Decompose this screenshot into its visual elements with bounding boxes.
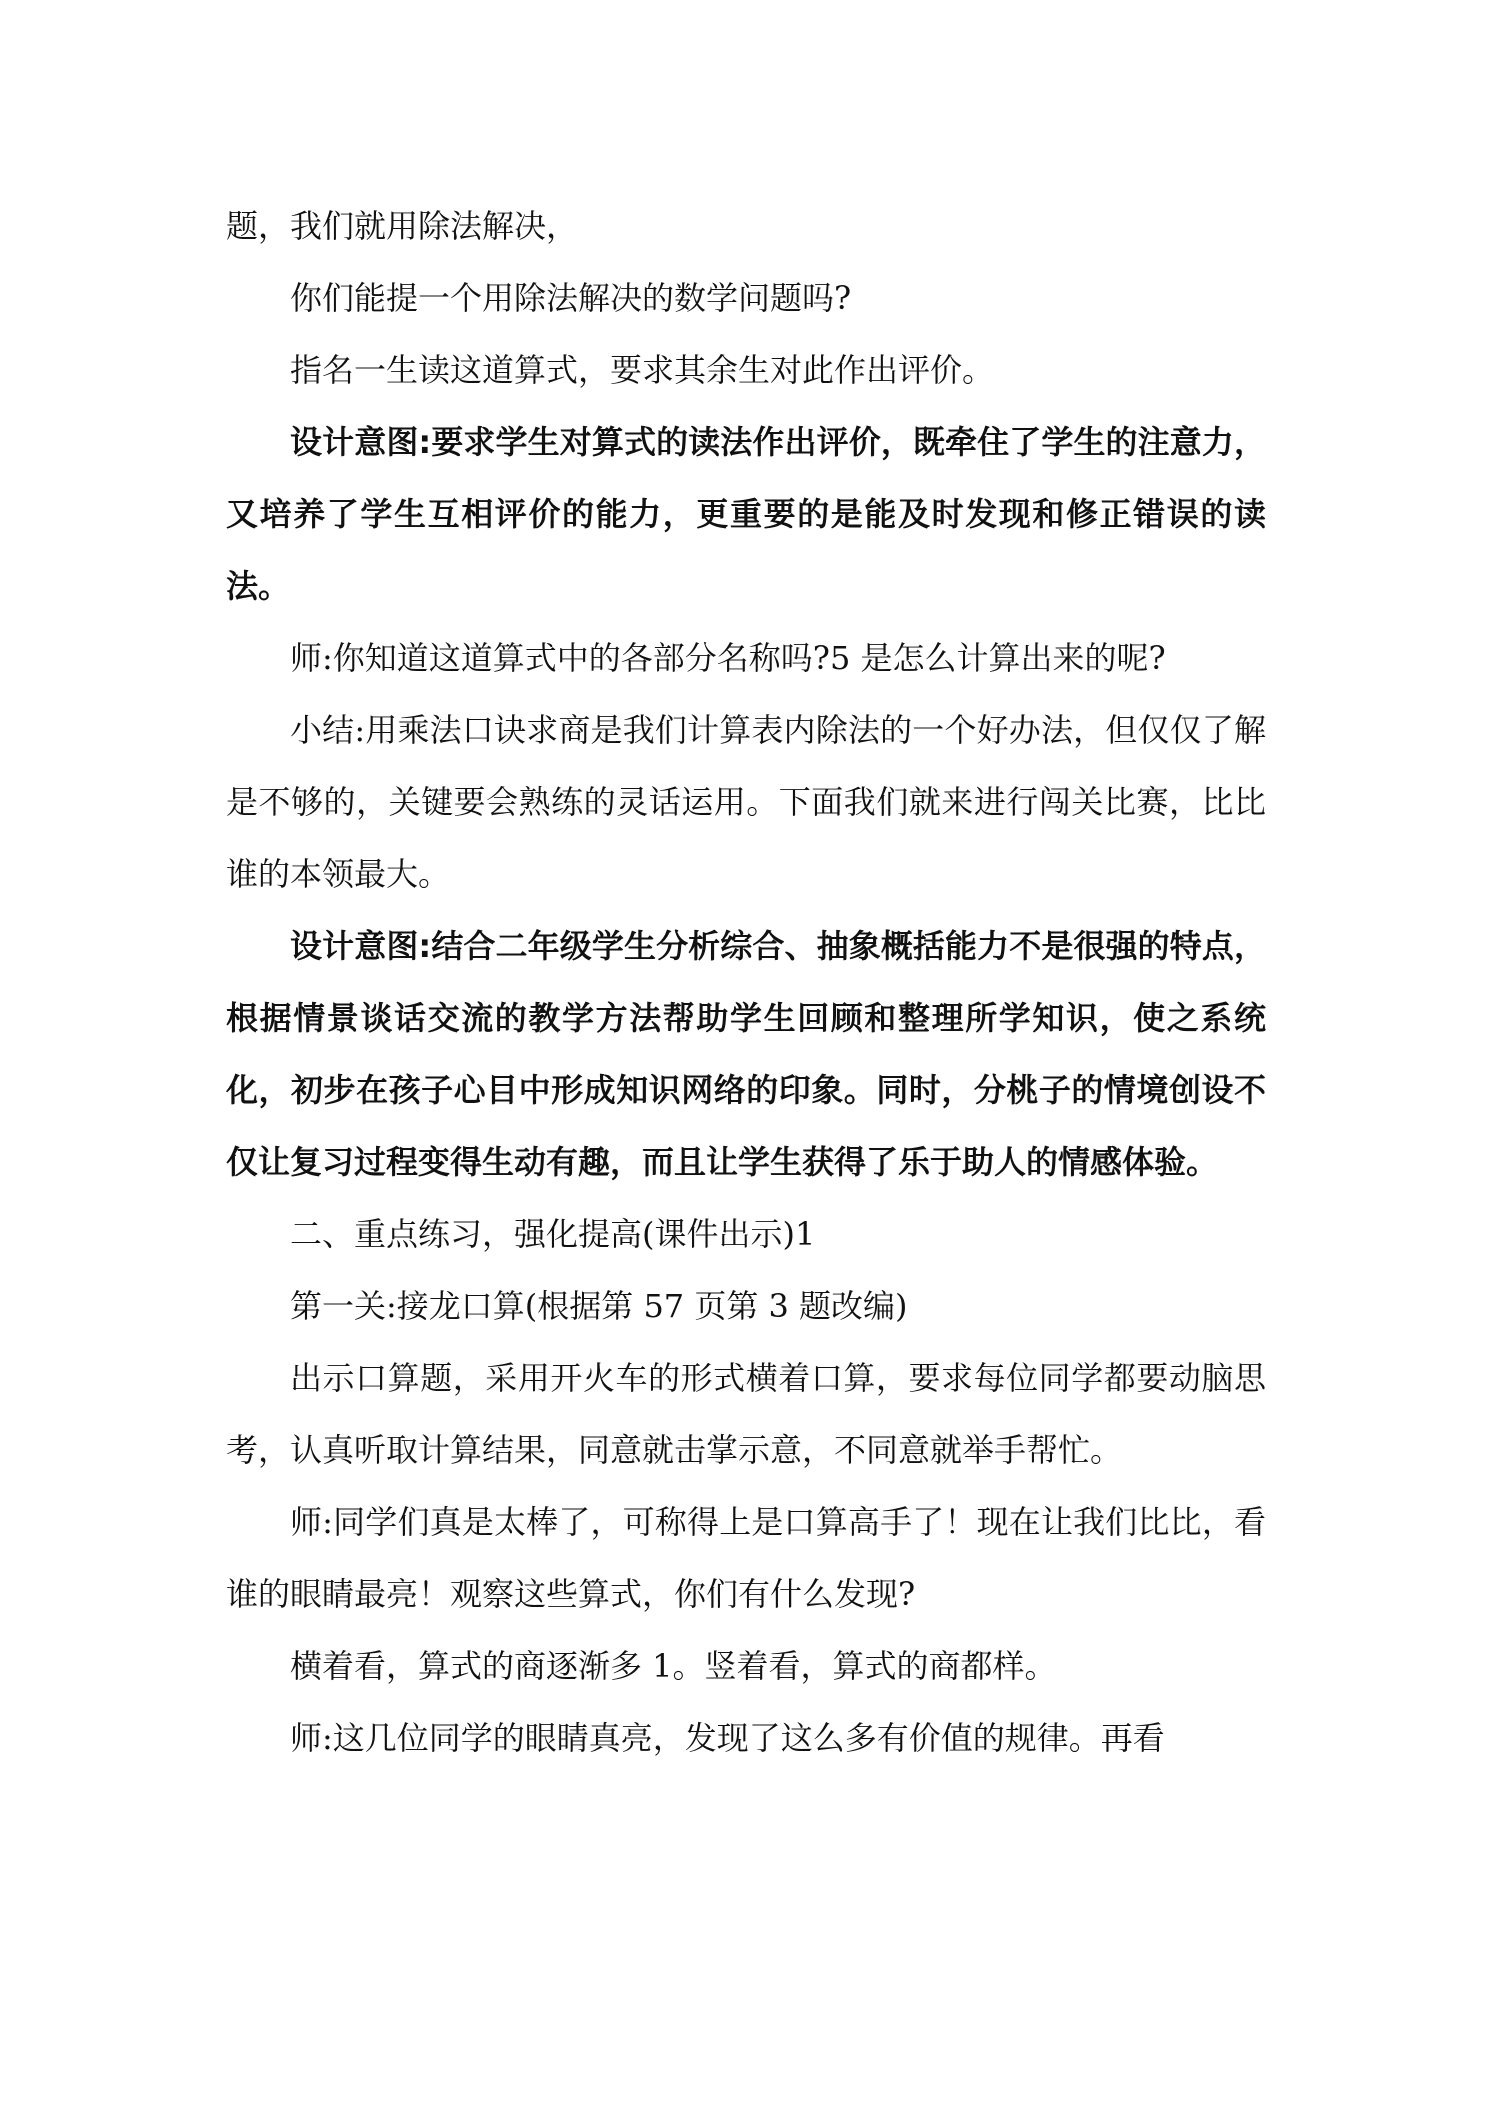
document-body <box>226 190 1266 1774</box>
design-intent-1: 设计意图:要求学生对算式的读法作出评价，既牵住了学生的注意力，又培养了学生互相评价的能力，更重要的是能及时发现和修正错误的读法。 <box>226 423 1266 605</box>
design-intent-2: 设计意图:结合二年级学生分析综合、抽象概括能力不是很强的特点，根据情景谈话交流的教学方法帮助学生回顾和整理所学知识，使之系统化，初步在孩子心目中形成知识网络的印象。同时，分桃子的情境创设不仅让复习过程变得生动有趣，而且让学生获得了乐于助人的情感体验。 <box>226 927 1266 1181</box>
paragraph-2: 你们能提一个用除法解决的数学问题吗? <box>290 279 852 317</box>
paragraph-12: 横着看，算式的商逐渐多 1。竖着看，算式的商都样。 <box>290 1647 1057 1685</box>
paragraph-1: 题，我们就用除法解决， <box>226 207 579 245</box>
level-one-title: 第一关:接龙口算(根据第 57 页第 3 题改编) <box>290 1287 908 1325</box>
paragraph-13: 师:这几位同学的眼睛真亮，发现了这么多有价值的规律。再看 <box>290 1719 1165 1757</box>
paragraph-5: 师:你知道这道算式中的各部分名称吗?5 是怎么计算出来的呢? <box>290 639 1166 677</box>
summary-paragraph: 小结:用乘法口诀求商是我们计算表内除法的一个好办法，但仅仅了解是不够的，关键要会熟练的灵话运用。下面我们就来进行闯关比赛，比比谁的本领最大。 <box>226 711 1266 893</box>
paragraph-10: 出示口算题，采用开火车的形式横着口算，要求每位同学都要动脑思考，认真听取计算结果，同意就击掌示意，不同意就举手帮忙。 <box>226 1359 1266 1469</box>
section-heading: 二、重点练习，强化提高(课件出示)1 <box>290 1215 816 1253</box>
paragraph-11: 师:同学们真是太棒了，可称得上是口算高手了！现在让我们比比，看谁的眼睛最亮！观察这些算式，你们有什么发现? <box>226 1503 1266 1613</box>
paragraph-3: 指名一生读这道算式，要求其余生对此作出评价。 <box>290 351 995 389</box>
